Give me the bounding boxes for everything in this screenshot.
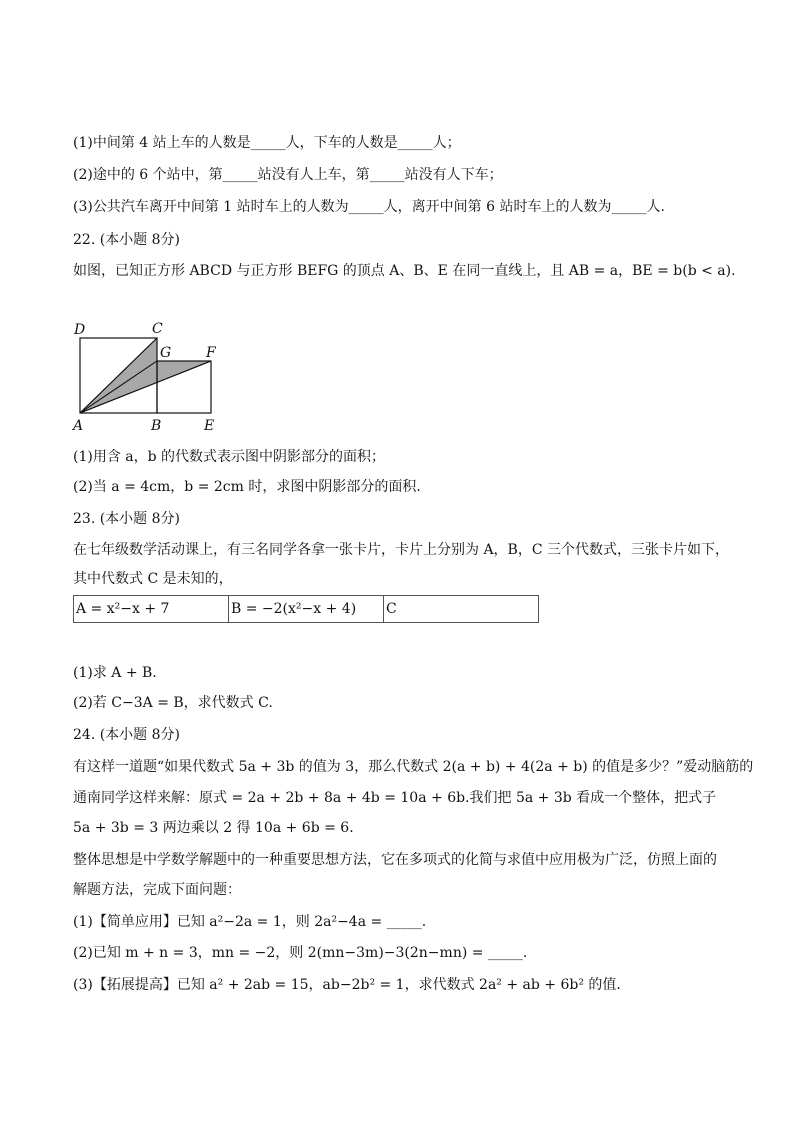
q24-line4: 整体思想是中学数学解题中的一种重要思想方法，它在多项式的化简与求值中应用极为广泛，仿照上面的 [73,852,717,868]
cards-table [73,595,539,623]
q23-stem-line2: 其中代数式 C 是未知的， [73,571,233,587]
q24-part2: (2)已知 m + n = 3，mn = −2，则 2(mn−3m)−3(2n−mn) = _____. [73,945,528,961]
q24-line3: 5a + 3b = 3 两边乘以 2 得 10a + 6b = 6. [73,820,354,836]
q23-stem-line1: 在七年级数学活动课上，有三名同学各拿一张卡片，卡片上分别为 A，B，C 三个代数式，三张卡片如下， [73,542,730,558]
q22-stem: 如图，已知正方形 ABCD 与正方形 BEFG 的顶点 A、B、E 在同一直线上，且 AB = a，BE = b(b < a). [73,263,736,279]
q23-part2: (2)若 C−3A = B，求代数式 C. [73,695,273,711]
card-c: C [384,596,539,623]
q22-part2: (2)当 a = 4cm，b = 2cm 时，求图中阴影部分的面积. [73,479,421,495]
card-b: B = −2(x²−x + 4) [229,596,384,623]
q22-header: 22. (本小题 8分) [73,232,180,248]
q22-part1: (1)用含 a，b 的代数式表示图中阴影部分的面积； [73,449,386,465]
label-b: B [151,418,162,434]
label-f: F [206,345,216,361]
label-e: E [204,418,215,434]
q23-part1: (1)求 A + B. [73,665,157,681]
q24-header: 24. (本小题 8分) [73,727,180,743]
q24-line5: 解题方法，完成下面问题： [73,882,241,898]
q24-line1: 有这样一道题“如果代数式 5a + 3b 的值为 3，那么代数式 2(a + b) + 4(2a + b) 的值是多少？”爱动脑筋的 [73,759,754,775]
q21-part1: (1)中间第 4 站上车的人数是_____人，下车的人数是_____人； [73,135,461,151]
q24-line2: 通南同学这样来解：原式 = 2a + 2b + 8a + 4b = 10a + 6b.我们把 5a + 3b 看成一个整体，把式子 [73,790,717,806]
q21-part2: (2)途中的 6 个站中，第_____站没有人上车，第_____站没有人下车； [73,167,503,183]
label-c: C [152,321,163,337]
label-a: A [73,418,84,434]
label-g: G [160,345,172,361]
q21-part3: (3)公共汽车离开中间第 1 站时车上的人数为_____人，离开中间第 6 站时车上的人数为_____人. [73,199,665,215]
card-a: A = x²−x + 7 [74,596,229,623]
square-figure [68,318,228,436]
q23-header: 23. (本小题 8分) [73,511,180,527]
q24-part1: (1)【简单应用】已知 a²−2a = 1，则 2a²−4a = _____. [73,914,427,930]
q24-part3: (3)【拓展提高】已知 a² + 2ab = 15，ab−2b² = 1，求代数式 2a² + ab + 6b² 的值. [73,977,621,993]
label-d: D [74,322,86,338]
